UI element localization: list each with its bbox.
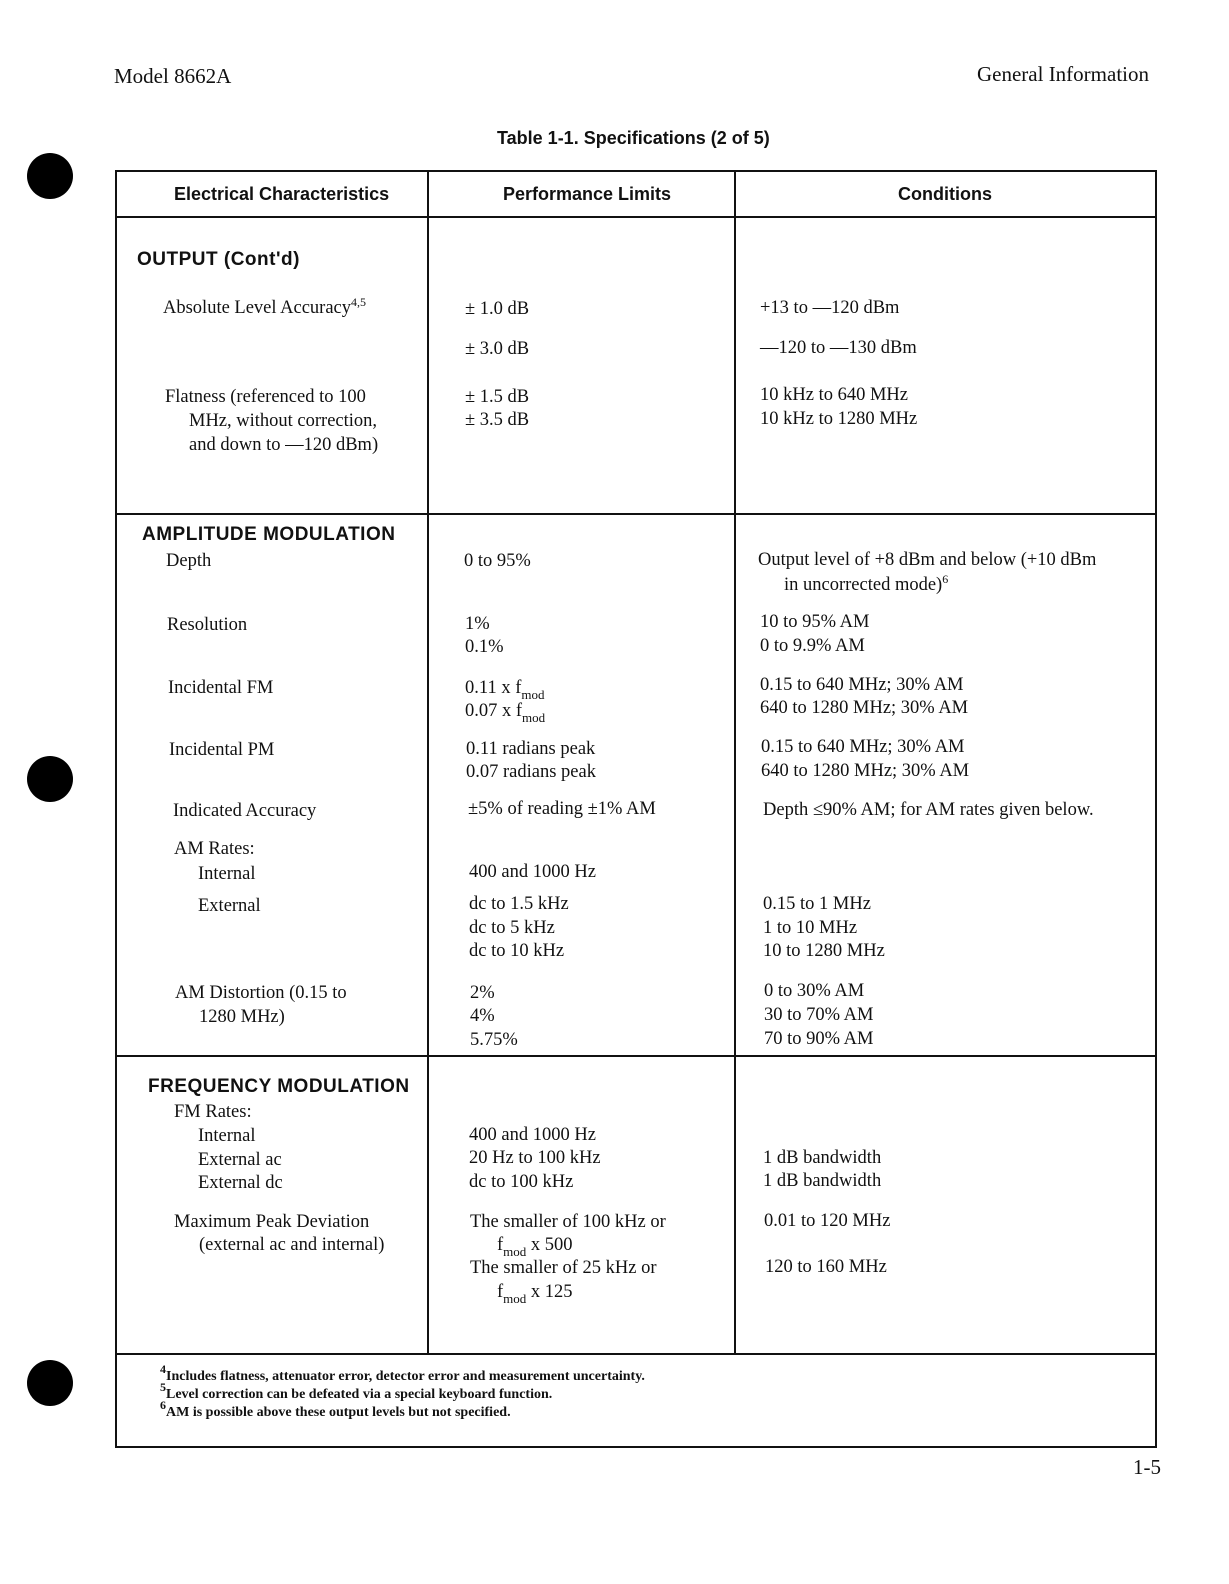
abs-level-limit-1: ± 1.0 dB bbox=[465, 299, 530, 319]
am-incidental-pm-limit-2: 0.07 radians peak bbox=[466, 762, 596, 782]
am-incidental-fm-label: Incidental FM bbox=[168, 678, 274, 698]
model-header: Model 8662A bbox=[114, 64, 232, 88]
am-distortion-label-2: 1280 MHz) bbox=[199, 1007, 285, 1027]
am-distortion-label-1: AM Distortion (0.15 to bbox=[175, 983, 347, 1003]
col-header-characteristics: Electrical Characteristics bbox=[174, 184, 390, 204]
section-rule-2 bbox=[115, 1055, 1155, 1057]
am-internal-limit: 400 and 1000 Hz bbox=[469, 862, 596, 882]
flatness-cond-1: 10 kHz to 640 MHz bbox=[760, 385, 908, 405]
footnote-4: $^4$Includes flatness, attenuator error, detector error and measurement uncertainty. bbox=[160, 1362, 645, 1384]
am-depth-cond-1: Output level of +8 dBm and below (+10 dBm bbox=[758, 550, 1097, 570]
flatness-cond-2: 10 kHz to 1280 MHz bbox=[760, 409, 918, 429]
flatness-label-2: MHz, without correction, bbox=[189, 411, 378, 431]
section-title-am: AMPLITUDE MODULATION bbox=[142, 524, 396, 545]
header-rule bbox=[115, 216, 1155, 218]
abs-level-cond-1: +13 to —120 dBm bbox=[760, 298, 900, 318]
fm-deviation-label-1: Maximum Peak Deviation bbox=[174, 1212, 370, 1232]
abs-level-cond-2: —120 to —130 dBm bbox=[760, 338, 917, 358]
fm-deviation-limit-1b: $f_{mod}$ x 500 bbox=[497, 1235, 573, 1259]
punch-hole-top bbox=[27, 153, 73, 199]
flatness-label-3: and down to —120 dBm) bbox=[189, 435, 379, 455]
fm-deviation-limit-1: The smaller of 100 kHz or bbox=[470, 1212, 666, 1232]
section-header: General Information bbox=[976, 62, 1149, 86]
footnote-6: $^6$AM is possible above these output levels but not specified. bbox=[160, 1398, 511, 1420]
am-incidental-pm-cond-2: 640 to 1280 MHz; 30% AM bbox=[761, 761, 970, 781]
am-incidental-pm-label: Incidental PM bbox=[169, 740, 275, 760]
fm-external-dc-cond: 1 dB bandwidth bbox=[763, 1171, 882, 1191]
am-incidental-fm-cond-1: 0.15 to 640 MHz; 30% AM bbox=[760, 675, 964, 695]
fm-external-dc-limit: dc to 100 kHz bbox=[469, 1172, 574, 1192]
am-accuracy-limit: ±5% of reading ±1% AM bbox=[468, 799, 656, 819]
section-title-fm: FREQUENCY MODULATION bbox=[148, 1076, 410, 1097]
flatness-limit-1: ± 1.5 dB bbox=[465, 387, 530, 407]
am-external-cond-2: 1 to 10 MHz bbox=[763, 918, 858, 938]
am-resolution-limit-2: 0.1% bbox=[465, 637, 504, 657]
am-depth-label: Depth bbox=[166, 551, 212, 571]
fm-external-ac-cond: 1 dB bandwidth bbox=[763, 1148, 882, 1168]
punch-hole-bottom bbox=[27, 1360, 73, 1406]
am-resolution-cond-2: 0 to 9.9% AM bbox=[760, 636, 865, 656]
am-incidental-fm-limit-2: 0.07 x $f_{mod}$ bbox=[465, 701, 546, 725]
am-external-cond-1: 0.15 to 1 MHz bbox=[763, 894, 871, 914]
am-depth-cond-2: in uncorrected mode)$^6$ bbox=[784, 572, 949, 595]
am-incidental-pm-cond-1: 0.15 to 640 MHz; 30% AM bbox=[761, 737, 965, 757]
table-title: Table 1-1. Specifications (2 of 5) bbox=[497, 128, 770, 148]
am-accuracy-label: Indicated Accuracy bbox=[173, 801, 317, 821]
am-resolution-label: Resolution bbox=[167, 615, 248, 635]
am-incidental-pm-limit-1: 0.11 radians peak bbox=[466, 739, 596, 759]
am-rates-label: AM Rates: bbox=[174, 839, 255, 859]
fm-deviation-cond-2: 120 to 160 MHz bbox=[765, 1257, 887, 1277]
column-rule-2 bbox=[734, 170, 736, 1355]
col-header-conditions: Conditions bbox=[898, 184, 992, 204]
section-rule-1 bbox=[115, 513, 1155, 515]
fm-deviation-cond-1: 0.01 to 120 MHz bbox=[764, 1211, 891, 1231]
flatness-label-1: Flatness (referenced to 100 bbox=[165, 387, 366, 407]
fm-rates-label: FM Rates: bbox=[174, 1102, 252, 1122]
flatness-limit-2: ± 3.5 dB bbox=[465, 410, 530, 430]
am-distortion-limit-2: 4% bbox=[470, 1006, 495, 1026]
fm-internal-limit: 400 and 1000 Hz bbox=[469, 1125, 596, 1145]
am-external-limit-3: dc to 10 kHz bbox=[469, 941, 565, 961]
am-incidental-fm-cond-2: 640 to 1280 MHz; 30% AM bbox=[760, 698, 969, 718]
fm-deviation-limit-2b: $f_{mod}$ x 125 bbox=[497, 1282, 573, 1306]
fm-external-dc-label: External dc bbox=[198, 1173, 283, 1193]
fm-external-ac-label: External ac bbox=[198, 1150, 282, 1170]
am-resolution-limit-1: 1% bbox=[465, 614, 490, 634]
fm-deviation-limit-2: The smaller of 25 kHz or bbox=[470, 1258, 657, 1278]
am-external-limit-2: dc to 5 kHz bbox=[469, 918, 555, 938]
am-resolution-cond-1: 10 to 95% AM bbox=[760, 612, 870, 632]
section-title-output: OUTPUT (Cont'd) bbox=[137, 249, 300, 270]
fm-deviation-label-2: (external ac and internal) bbox=[199, 1235, 385, 1255]
fm-internal-label: Internal bbox=[198, 1126, 256, 1146]
am-depth-limit: 0 to 95% bbox=[464, 551, 531, 571]
am-distortion-limit-1: 2% bbox=[470, 983, 495, 1003]
am-external-label: External bbox=[198, 896, 261, 916]
am-accuracy-cond: Depth ≤90% AM; for AM rates given below. bbox=[763, 800, 1094, 820]
abs-level-limit-2: ± 3.0 dB bbox=[465, 339, 530, 359]
am-external-limit-1: dc to 1.5 kHz bbox=[469, 894, 569, 914]
abs-level-accuracy-label: Absolute Level Accuracy$^{4,5}$ bbox=[163, 295, 367, 318]
am-external-cond-3: 10 to 1280 MHz bbox=[763, 941, 885, 961]
am-distortion-cond-3: 70 to 90% AM bbox=[764, 1029, 874, 1049]
am-distortion-cond-1: 0 to 30% AM bbox=[764, 981, 865, 1001]
fm-external-ac-limit: 20 Hz to 100 kHz bbox=[469, 1148, 601, 1168]
am-internal-label: Internal bbox=[198, 864, 256, 884]
page-number: 1-5 bbox=[1133, 1455, 1161, 1479]
punch-hole-middle bbox=[27, 756, 73, 802]
footnote-rule bbox=[115, 1353, 1155, 1355]
am-distortion-limit-3: 5.75% bbox=[470, 1030, 518, 1050]
col-header-limits: Performance Limits bbox=[503, 184, 672, 204]
am-distortion-cond-2: 30 to 70% AM bbox=[764, 1005, 874, 1025]
footnote-5: $^5$Level correction can be defeated via a special keyboard function. bbox=[160, 1380, 553, 1402]
column-rule-1 bbox=[427, 170, 429, 1355]
am-incidental-fm-limit-1: 0.11 x $f_{mod}$ bbox=[465, 678, 545, 702]
